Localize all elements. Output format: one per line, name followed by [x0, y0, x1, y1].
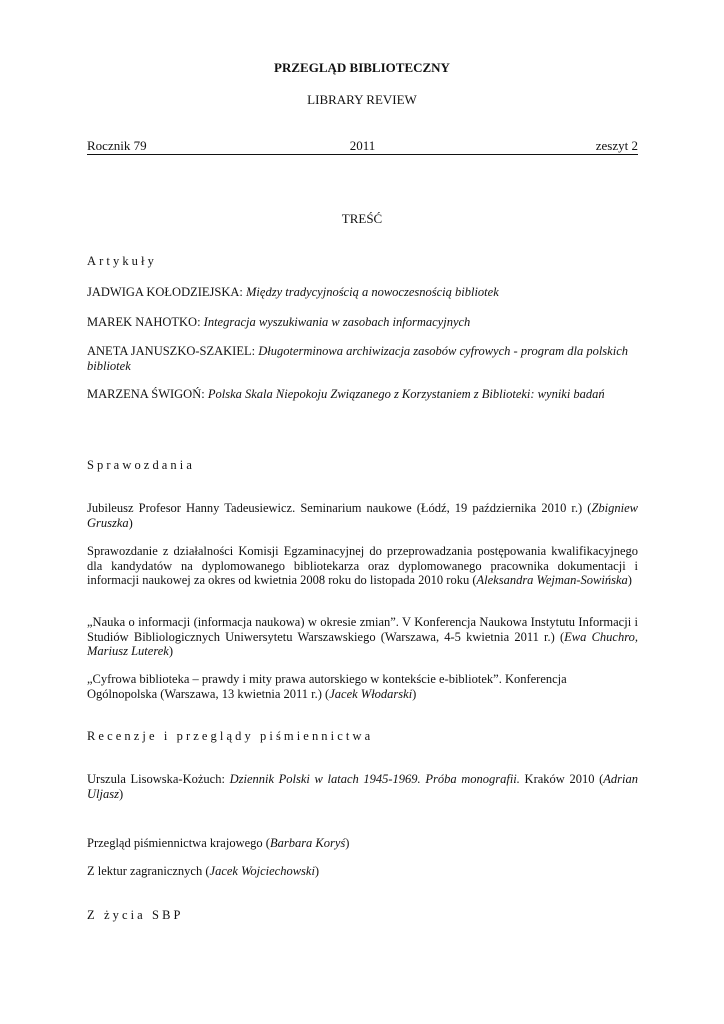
reviewer: Jacek Wojciechowski	[209, 864, 315, 878]
review-close: )	[118, 786, 124, 801]
year: 2011	[349, 138, 376, 153]
report-entry	[87, 501, 638, 530]
volume-row	[87, 138, 638, 155]
article-author: MARZENA ŚWIGOŃ:	[87, 387, 208, 401]
review-text: Przegląd piśmiennictwa krajowego (	[87, 836, 270, 850]
report-entry	[87, 672, 638, 701]
report-text: Jubileusz Profesor Hanny Tadeusiewicz. Seminarium naukowe (Łódź, 19 października 2010 r.) (	[87, 501, 592, 515]
review-place: Kraków 2010 (	[519, 772, 604, 786]
report-close: )	[168, 644, 173, 658]
report-close: )	[412, 686, 417, 701]
report-text: „Cyfrowa biblioteka – prawdy i mity prawa autorskiego w kontekście e-bibliotek”. Konferencja Ogólnopolska (Warszawa, 13 kwietnia 2011 r.) (	[87, 672, 567, 701]
section-sbp-heading: Z życia SBP	[87, 908, 184, 922]
report-author: Jacek Włodarski	[329, 686, 413, 701]
section-articles-heading: Artykuły	[87, 254, 157, 268]
review-close: )	[345, 836, 350, 850]
article-entry	[87, 387, 638, 402]
article-title: Długoterminowa archiwizacja zasobów cyfrowych - program dla polskich bibliotek	[87, 344, 628, 373]
review-entry	[87, 864, 638, 879]
article-title: Między tradycyjnością a nowoczesnością bibliotek	[246, 285, 499, 299]
article-title: Polska Skala Niepokoju Związanego z Korzystaniem z Biblioteki: wyniki badań	[207, 387, 605, 401]
review-title: Dziennik Polski w latach 1945-1969. Próba monografii.	[229, 772, 520, 786]
journal-subtitle: LIBRARY REVIEW	[307, 92, 417, 107]
toc-heading: TREŚĆ	[341, 211, 383, 226]
article-entry	[87, 285, 638, 300]
issue-number: zeszyt 2	[595, 138, 638, 153]
reviewer: Adrian Uljasz	[87, 772, 638, 801]
section-reviews-heading: Recenzje i przeglądy piśmiennictwa	[87, 729, 374, 743]
report-text: „Nauka o informacji (informacja naukowa) w okresie zmian”. V Konferencja Naukowa Instytutu Informacji i Studiów Bibliologicznych Uniwersytetu Warszawskiego (Warszawa, 4-5 kwietnia 2011 r.) (	[87, 615, 638, 644]
review-text: Z lektur zagranicznych (	[87, 864, 210, 878]
article-author: ANETA JANUSZKO-SZAKIEL:	[87, 344, 259, 358]
report-text: Sprawozdanie z działalności Komisji Egzaminacyjnej do przeprowadzania postępowania kwalifikacyjnego dla kandydatów na dyplomowanego bibliotekarza oraz dyplomowanego pracownika dokumentacji i informacji naukowej za okres od kwietnia 2008 roku do listopada 2010 roku (	[87, 544, 638, 587]
report-entry	[87, 544, 638, 588]
review-close: )	[314, 864, 320, 878]
review-entry	[87, 836, 638, 851]
volume-number: Rocznik 79	[87, 138, 147, 153]
report-entry	[87, 615, 638, 659]
review-author: Urszula Lisowska-Kożuch:	[87, 772, 230, 786]
report-close: )	[627, 573, 632, 587]
article-author: JADWIGA KOŁODZIEJSKA:	[87, 285, 247, 299]
reviewer: Barbara Koryś	[269, 836, 346, 850]
article-entry	[87, 315, 638, 330]
report-close: )	[128, 515, 133, 530]
report-author: Ewa Chuchro, Mariusz Luterek	[87, 629, 638, 658]
review-entry	[87, 772, 638, 801]
article-author: MAREK NAHOTKO:	[87, 315, 204, 329]
report-author: Zbigniew Gruszka	[87, 501, 638, 530]
article-entry	[87, 344, 638, 373]
article-title: Integracja wyszukiwania w zasobach informacyjnych	[203, 315, 471, 329]
report-author: Aleksandra Wejman-Sowińska	[476, 573, 628, 587]
journal-title: PRZEGLĄD BIBLIOTECZNY	[274, 60, 450, 75]
section-reports-heading: Sprawozdania	[87, 458, 196, 472]
